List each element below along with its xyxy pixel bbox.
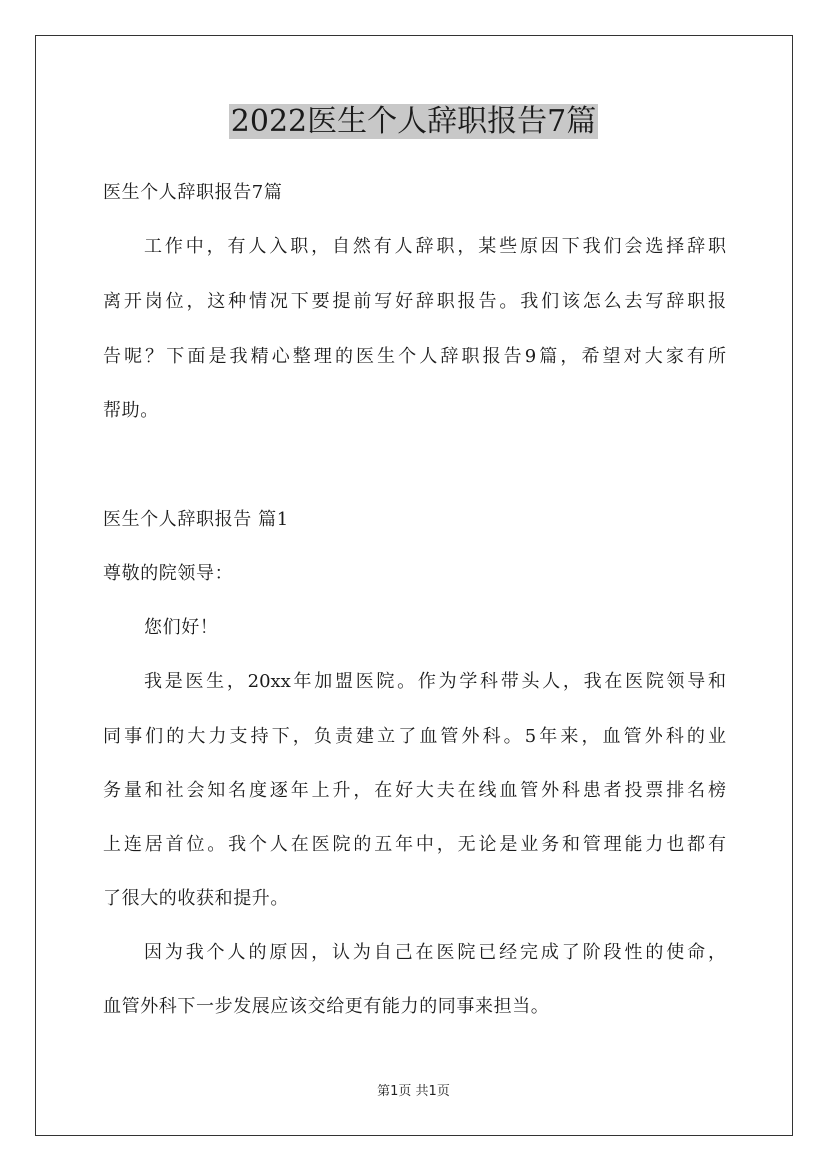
para2-line-2: 血管外科下一步发展应该交给更有能力的同事来担当。 xyxy=(103,996,550,1017)
para1-line-3: 务量和社会知名度逐年上升，在好大夫在线血管外科患者投票排名榜 xyxy=(103,780,726,801)
intro-line-2: 离开岗位，这种情况下要提前写好辞职报告。我们该怎么去写辞职报 xyxy=(103,291,726,312)
intro-line-3: 告呢？下面是我精心整理的医生个人辞职报告9篇，希望对大家有所 xyxy=(103,346,726,367)
intro-line-4: 帮助。 xyxy=(103,400,159,421)
document-subtitle: 医生个人辞职报告7篇 xyxy=(103,182,283,203)
document-title xyxy=(0,100,827,144)
para2-line-1: 因为我个人的原因，认为自己在医院已经完成了阶段性的使命， xyxy=(144,942,726,963)
intro-line-1: 工作中，有人入职，自然有人辞职，某些原因下我们会选择辞职 xyxy=(144,236,726,257)
greeting: 您们好！ xyxy=(144,617,219,638)
salutation: 尊敬的院领导： xyxy=(103,563,234,584)
section-heading: 医生个人辞职报告 篇1 xyxy=(103,509,289,530)
para1-line-5: 了很大的收获和提升。 xyxy=(103,888,289,909)
para1-line-2: 同事们的大力支持下，负责建立了血管外科。5年来，血管外科的业 xyxy=(103,726,726,747)
page-footer xyxy=(0,1084,827,1100)
page-indicator: 第1页 共1页 xyxy=(377,1084,450,1099)
para1-line-1: 我是医生，20xx年加盟医院。作为学科带头人，我在医院领导和 xyxy=(144,671,726,692)
para1-line-4: 上连居首位。我个人在医院的五年中，无论是业务和管理能力也都有 xyxy=(103,834,726,855)
document-title-text: 2022医生个人辞职报告7篇 xyxy=(230,104,597,139)
